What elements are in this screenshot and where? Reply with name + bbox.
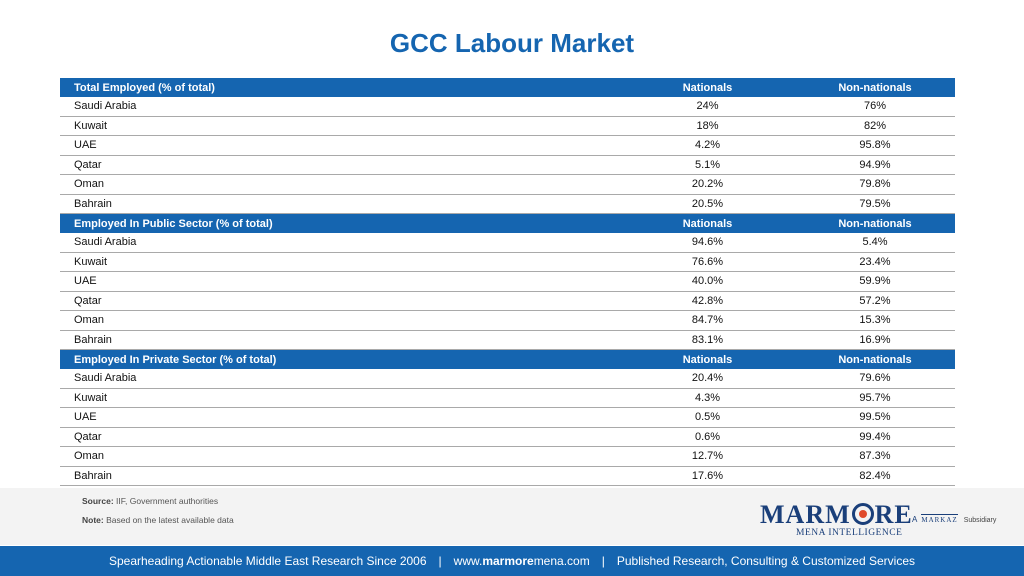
non-nationals-cell: 99.4% — [859, 430, 891, 443]
country-cell: Saudi Arabia — [74, 372, 137, 385]
table-row — [60, 389, 955, 409]
non-nationals-cell: 95.8% — [859, 139, 891, 152]
section-title: Employed In Public Sector (% of total) — [74, 217, 273, 230]
country-cell: Qatar — [74, 430, 102, 443]
nationals-cell: 0.6% — [694, 430, 721, 443]
table-row — [60, 292, 955, 312]
markaz-badge — [912, 514, 996, 524]
footer-bar — [0, 546, 1024, 576]
table-row — [60, 331, 955, 351]
nationals-cell: 94.6% — [691, 236, 724, 249]
nationals-cell: 40.0% — [691, 275, 724, 288]
table-row — [60, 175, 955, 195]
col-nationals: Nationals — [682, 81, 733, 94]
markaz-text: MARKAZ — [921, 516, 958, 524]
non-nationals-cell: 59.9% — [859, 275, 891, 288]
nationals-cell: 20.2% — [691, 178, 724, 191]
nationals-cell: 12.7% — [691, 450, 724, 463]
subsidiary-text: Subsidiary — [963, 517, 997, 524]
country-cell: Qatar — [74, 158, 102, 171]
country-cell: Kuwait — [74, 119, 108, 132]
nationals-cell: 4.3% — [694, 391, 721, 404]
nationals-cell: 84.7% — [691, 314, 724, 327]
country-cell: Oman — [74, 178, 104, 191]
footer-tagline: Spearheading Actionable Middle East Research Since 2006 — [108, 554, 427, 568]
non-nationals-cell: 82.4% — [859, 469, 891, 482]
notes — [82, 496, 234, 534]
nationals-cell: 0.5% — [694, 411, 721, 424]
country-cell: Saudi Arabia — [74, 100, 137, 113]
marmore-logo — [760, 500, 1010, 540]
table-row — [60, 233, 955, 253]
logo-o-icon — [852, 503, 874, 525]
source-label: Source: — [82, 496, 114, 506]
url-suffix: mena.com — [533, 554, 590, 568]
col-nationals: Nationals — [682, 353, 733, 366]
non-nationals-cell: 76% — [863, 100, 887, 113]
country-cell: Kuwait — [74, 255, 108, 268]
section-title: Employed In Private Sector (% of total) — [74, 353, 277, 366]
section-header — [60, 350, 955, 369]
country-cell: Oman — [74, 314, 104, 327]
non-nationals-cell: 79.8% — [859, 178, 891, 191]
non-nationals-cell: 15.3% — [859, 314, 891, 327]
note-label: Note: — [82, 515, 104, 525]
non-nationals-cell: 99.5% — [859, 411, 891, 424]
col-non-nationals: Non-nationals — [838, 353, 912, 366]
non-nationals-cell: 57.2% — [859, 294, 891, 307]
logo-text-right: RE — [874, 500, 913, 529]
source-text: IIF, Government authorities — [116, 496, 219, 506]
nationals-cell: 42.8% — [691, 294, 724, 307]
table-row — [60, 156, 955, 176]
non-nationals-cell: 5.4% — [862, 236, 888, 249]
table-row — [60, 428, 955, 448]
nationals-cell: 17.6% — [691, 469, 724, 482]
nationals-cell: 24% — [696, 100, 719, 113]
footer-separator: | — [438, 554, 442, 568]
footer-separator: | — [601, 554, 605, 568]
logo-text-left: MARM — [760, 500, 851, 529]
non-nationals-cell: 23.4% — [859, 255, 891, 268]
logo-wordmark — [760, 500, 913, 530]
footer-url[interactable] — [454, 554, 590, 568]
section-header — [60, 78, 955, 97]
col-non-nationals: Non-nationals — [838, 81, 912, 94]
table-row — [60, 447, 955, 467]
section-title: Total Employed (% of total) — [74, 81, 215, 94]
section-header — [60, 214, 955, 233]
country-cell: UAE — [74, 275, 97, 288]
country-cell: UAE — [74, 411, 97, 424]
footer-services: Published Research, Consulting & Customized Services — [616, 554, 915, 568]
country-cell: UAE — [74, 139, 97, 152]
country-cell: Qatar — [74, 294, 102, 307]
table-row — [60, 408, 955, 428]
non-nationals-cell: 94.9% — [859, 158, 891, 171]
nationals-cell: 83.1% — [691, 333, 724, 346]
table-row — [60, 311, 955, 331]
non-nationals-cell: 16.9% — [859, 333, 891, 346]
url-bold: marmore — [482, 554, 534, 568]
note-line — [82, 515, 234, 525]
logo-subtitle: MENA INTELLIGENCE — [796, 528, 903, 538]
non-nationals-cell: 79.6% — [859, 372, 891, 385]
non-nationals-cell: 82% — [863, 119, 887, 132]
country-cell: Kuwait — [74, 391, 108, 404]
nationals-cell: 20.5% — [691, 197, 724, 210]
country-cell: Saudi Arabia — [74, 236, 137, 249]
country-cell: Bahrain — [74, 469, 112, 482]
page-title: GCC Labour Market — [389, 28, 635, 58]
table-row — [60, 117, 955, 137]
markaz-a: A — [912, 515, 918, 524]
url-prefix: www. — [453, 554, 483, 568]
nationals-cell: 76.6% — [691, 255, 724, 268]
non-nationals-cell: 87.3% — [859, 450, 891, 463]
note-text: Based on the latest available data — [106, 515, 234, 525]
country-cell: Bahrain — [74, 333, 112, 346]
non-nationals-cell: 95.7% — [859, 391, 891, 404]
source-line — [82, 496, 234, 506]
country-cell: Bahrain — [74, 197, 112, 210]
country-cell: Oman — [74, 450, 104, 463]
table-row — [60, 272, 955, 292]
col-nationals: Nationals — [682, 217, 733, 230]
table-row — [60, 369, 955, 389]
nationals-cell: 4.2% — [694, 139, 721, 152]
table-row — [60, 136, 955, 156]
labour-table — [60, 78, 955, 486]
table-row — [60, 467, 955, 487]
nationals-cell: 5.1% — [694, 158, 721, 171]
table-row — [60, 97, 955, 117]
table-row — [60, 195, 955, 215]
nationals-cell: 18% — [696, 119, 719, 132]
non-nationals-cell: 79.5% — [859, 197, 891, 210]
table-row — [60, 253, 955, 273]
nationals-cell: 20.4% — [691, 372, 724, 385]
col-non-nationals: Non-nationals — [838, 217, 912, 230]
